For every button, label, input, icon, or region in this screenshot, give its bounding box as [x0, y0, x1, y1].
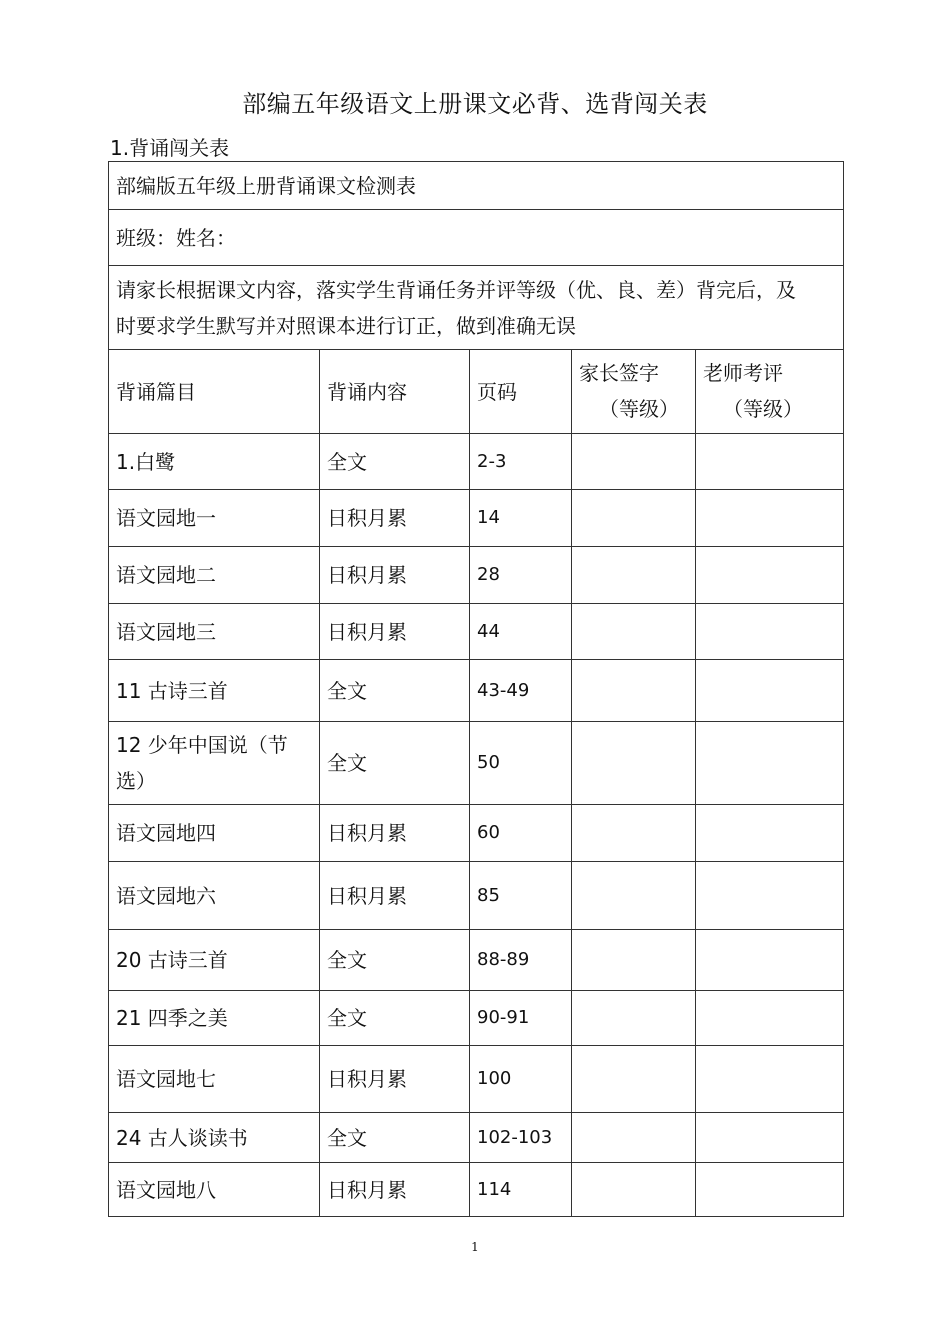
header-teacher-eval-line2: （等级）	[723, 397, 803, 421]
instruction-row	[109, 266, 844, 350]
header-parent-sign-line1: 家长签字	[579, 361, 659, 385]
row-parent-sign-cell[interactable]	[572, 604, 696, 660]
row-page: 85	[470, 862, 572, 930]
row-teacher-eval-cell[interactable]	[696, 547, 844, 604]
row-content: 全文	[320, 1113, 470, 1163]
row-title: 语文园地六	[109, 862, 320, 930]
row-page: 114	[470, 1163, 572, 1217]
header-title: 背诵篇目	[109, 350, 320, 434]
row-content: 全文	[320, 660, 470, 722]
row-title: 语文园地四	[109, 805, 320, 862]
row-parent-sign-cell[interactable]	[572, 1046, 696, 1113]
header-parent-sign	[572, 350, 696, 434]
table-row	[109, 862, 844, 930]
row-content: 日积月累	[320, 862, 470, 930]
table-row	[109, 547, 844, 604]
row-title: 11 古诗三首	[109, 660, 320, 722]
row-teacher-eval-cell[interactable]	[696, 1046, 844, 1113]
table-row	[109, 805, 844, 862]
row-page: 28	[470, 547, 572, 604]
row-parent-sign-cell[interactable]	[572, 1163, 696, 1217]
row-content: 日积月累	[320, 1163, 470, 1217]
row-parent-sign-cell[interactable]	[572, 660, 696, 722]
page-title: 部编五年级语文上册课文必背、选背闯关表	[242, 90, 708, 118]
row-parent-sign-cell[interactable]	[572, 805, 696, 862]
table-row	[109, 1113, 844, 1163]
table-row	[109, 1163, 844, 1217]
row-teacher-eval-cell[interactable]	[696, 805, 844, 862]
row-teacher-eval-cell[interactable]	[696, 722, 844, 805]
class-name-row	[109, 210, 844, 266]
row-content: 全文	[320, 930, 470, 991]
header-page: 页码	[470, 350, 572, 434]
row-page: 90-91	[470, 991, 572, 1046]
class-name-line: 班级：姓名：	[109, 210, 844, 266]
row-content: 全文	[320, 722, 470, 805]
recitation-checklist-table	[108, 161, 844, 1217]
header-content: 背诵内容	[320, 350, 470, 434]
row-page: 44	[470, 604, 572, 660]
row-parent-sign-cell[interactable]	[572, 434, 696, 490]
row-teacher-eval-cell[interactable]	[696, 660, 844, 722]
row-page: 100	[470, 1046, 572, 1113]
row-teacher-eval-cell[interactable]	[696, 930, 844, 991]
row-page: 43-49	[470, 660, 572, 722]
row-teacher-eval-cell[interactable]	[696, 434, 844, 490]
row-title: 语文园地八	[109, 1163, 320, 1217]
row-parent-sign-cell[interactable]	[572, 991, 696, 1046]
row-title: 24 古人谈读书	[109, 1113, 320, 1163]
row-page: 50	[470, 722, 572, 805]
row-title: 语文园地二	[109, 547, 320, 604]
row-content: 日积月累	[320, 490, 470, 547]
row-content: 日积月累	[320, 805, 470, 862]
row-title: 21 四季之美	[109, 991, 320, 1046]
row-title: 12 少年中国说（节选）	[109, 722, 320, 805]
table-row	[109, 434, 844, 490]
row-content: 日积月累	[320, 604, 470, 660]
table-row	[109, 1046, 844, 1113]
row-title: 语文园地一	[109, 490, 320, 547]
table-row	[109, 604, 844, 660]
row-teacher-eval-cell[interactable]	[696, 1163, 844, 1217]
row-page: 14	[470, 490, 572, 547]
table-caption-row	[109, 162, 844, 210]
row-parent-sign-cell[interactable]	[572, 490, 696, 547]
table-row	[109, 490, 844, 547]
row-parent-sign-cell[interactable]	[572, 1113, 696, 1163]
row-teacher-eval-cell[interactable]	[696, 490, 844, 547]
row-page: 102-103	[470, 1113, 572, 1163]
row-parent-sign-cell[interactable]	[572, 930, 696, 991]
row-teacher-eval-cell[interactable]	[696, 862, 844, 930]
row-title: 20 古诗三首	[109, 930, 320, 991]
row-page: 60	[470, 805, 572, 862]
row-parent-sign-cell[interactable]	[572, 722, 696, 805]
row-page: 88-89	[470, 930, 572, 991]
row-teacher-eval-cell[interactable]	[696, 991, 844, 1046]
row-title: 语文园地三	[109, 604, 320, 660]
section-heading: 1.背诵闯关表	[110, 136, 230, 160]
row-content: 全文	[320, 434, 470, 490]
header-row	[109, 350, 844, 434]
header-parent-sign-line2: （等级）	[599, 397, 679, 421]
instruction-text: 请家长根据课文内容，落实学生背诵任务并评等级（优、良、差）背完后，及时要求学生默写并对照课本进行订正，做到准确无误	[109, 266, 844, 350]
header-teacher-eval	[696, 350, 844, 434]
row-content: 日积月累	[320, 1046, 470, 1113]
row-content: 全文	[320, 991, 470, 1046]
row-page: 2-3	[470, 434, 572, 490]
table-row	[109, 722, 844, 805]
header-teacher-eval-line1: 老师考评	[703, 361, 783, 385]
row-content: 日积月累	[320, 547, 470, 604]
row-parent-sign-cell[interactable]	[572, 547, 696, 604]
row-title: 语文园地七	[109, 1046, 320, 1113]
row-teacher-eval-cell[interactable]	[696, 604, 844, 660]
table-caption: 部编版五年级上册背诵课文检测表	[109, 162, 844, 210]
table-row	[109, 930, 844, 991]
table-row	[109, 991, 844, 1046]
page-number: 1	[471, 1240, 479, 1254]
table-row	[109, 660, 844, 722]
row-parent-sign-cell[interactable]	[572, 862, 696, 930]
row-teacher-eval-cell[interactable]	[696, 1113, 844, 1163]
row-title: 1.白鹭	[109, 434, 320, 490]
